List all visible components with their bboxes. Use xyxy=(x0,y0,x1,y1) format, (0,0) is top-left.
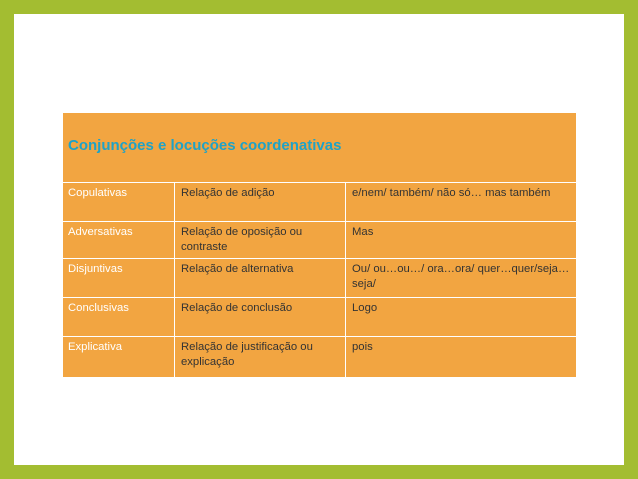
relation: Relação de conclusão xyxy=(174,298,345,336)
relation: Relação de adição xyxy=(174,183,345,221)
table-title-row xyxy=(63,113,576,183)
relation: Relação de alternativa xyxy=(174,259,345,297)
examples: e/nem/ também/ não só… mas também xyxy=(345,183,576,221)
relation: Relação de justificação ou explicação xyxy=(174,337,345,377)
examples: pois xyxy=(345,337,576,377)
relation: Relação de oposição ou contraste xyxy=(174,222,345,258)
conjunction-type: Adversativas xyxy=(68,226,133,238)
table-row xyxy=(63,222,576,259)
table-row xyxy=(63,183,576,222)
table-row xyxy=(63,298,576,337)
table-title: Conjunções e locuções coordenativas xyxy=(68,137,342,154)
table-row xyxy=(63,337,576,377)
slide xyxy=(14,14,624,465)
examples: Ou/ ou…ou…/ ora…ora/ quer…quer/seja…seja/ xyxy=(345,259,576,297)
examples: Logo xyxy=(345,298,576,336)
conjunction-type: Explicativa xyxy=(68,341,122,353)
examples: Mas xyxy=(345,222,576,258)
table-row xyxy=(63,259,576,298)
conjunction-type: Copulativas xyxy=(68,187,128,199)
conjunction-type: Disjuntivas xyxy=(68,263,123,275)
conjunctions-table xyxy=(63,113,576,377)
conjunction-type: Conclusivas xyxy=(68,302,129,314)
